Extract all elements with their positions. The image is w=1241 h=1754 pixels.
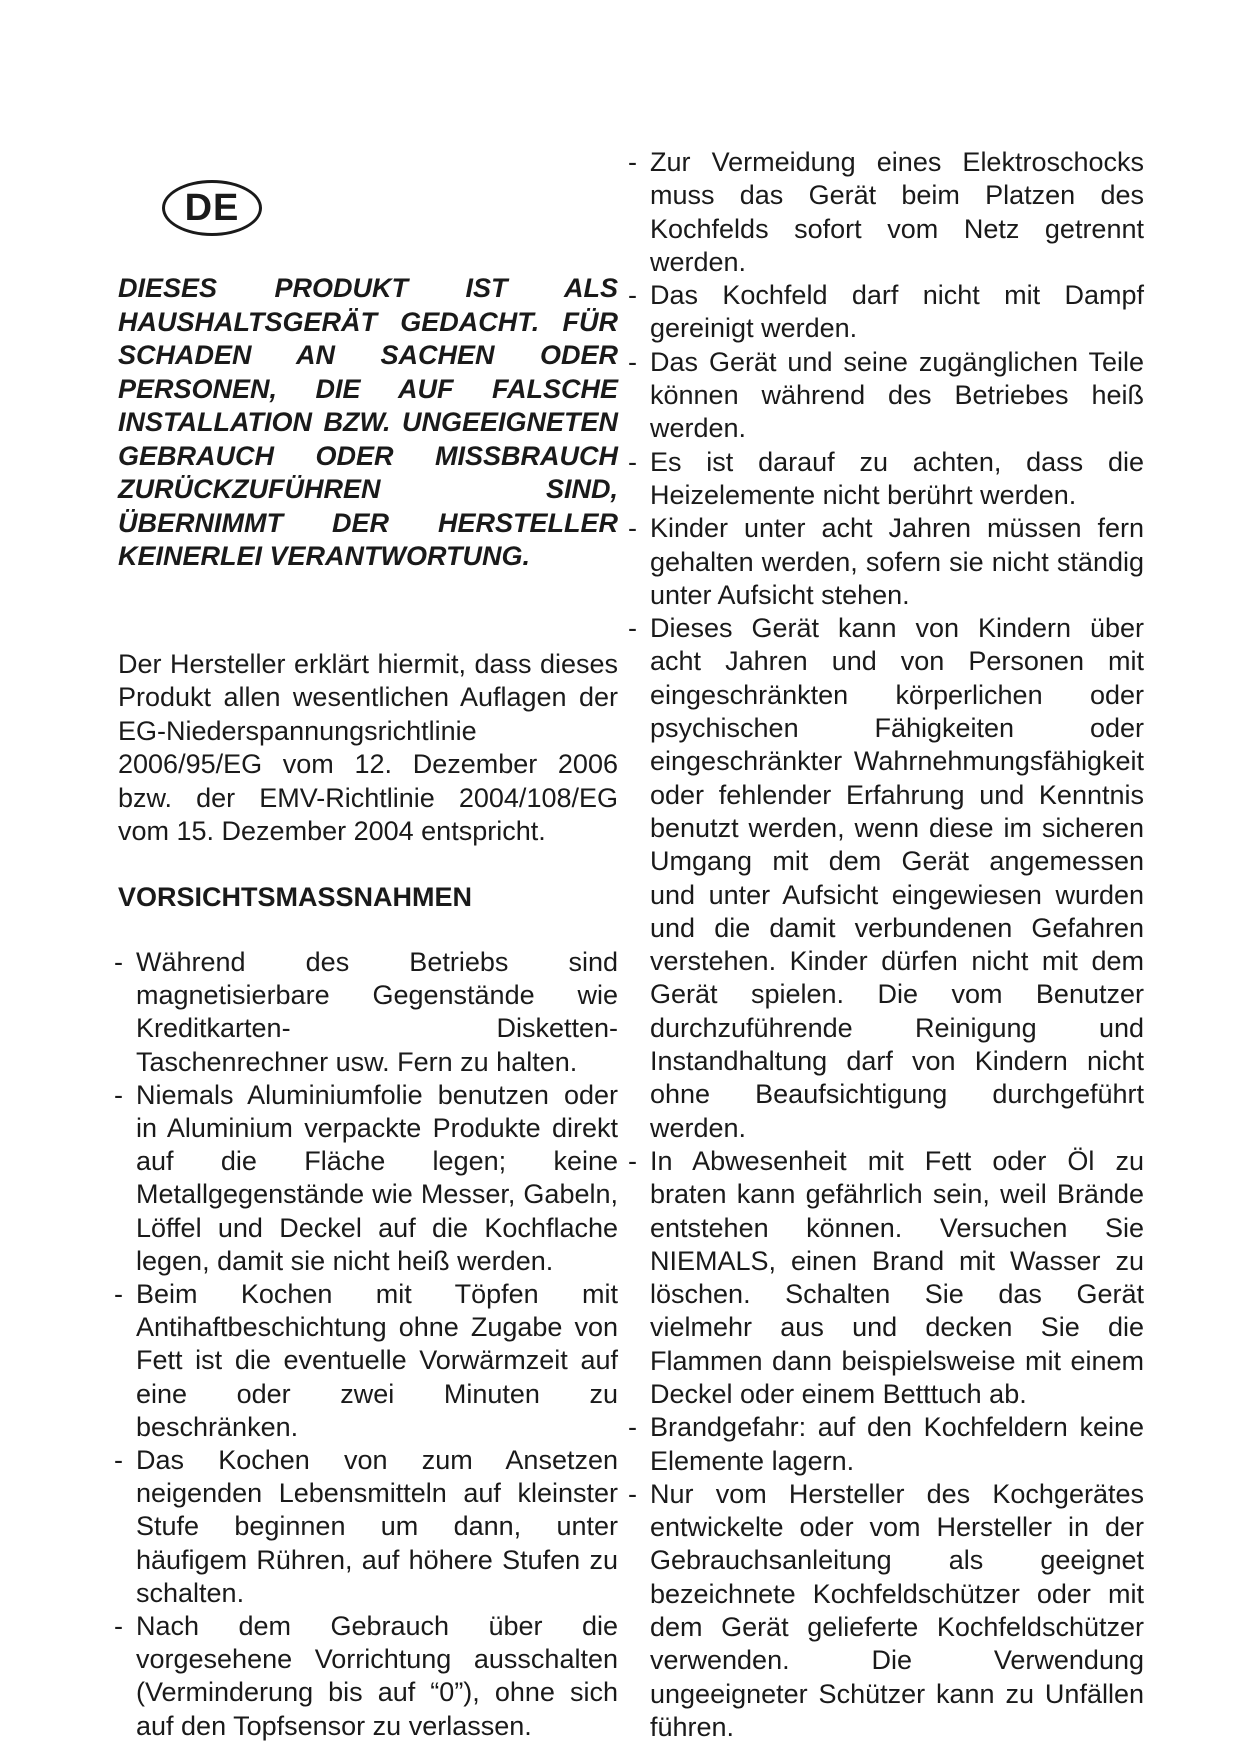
precautions-list-right bbox=[628, 146, 1144, 1744]
list-item: - Brandgefahr: auf den Kochfeldern keine Elemente lagern. bbox=[628, 1412, 1144, 1476]
liability-warning: DIESES PRODUKT IST ALS HAUSHALTSGERÄT GEDACHT. FÜR SCHADEN AN SACHEN ODER PERSONEN, DIE AUF FALSCHE INSTALLATION BZW. UNGEEIGNETEN GEBRAUCH ODER MISSBRAUCH ZURÜCKZUFÜHREN SIND, ÜBERNIMMT DER HERSTELLER KEINERLEI VERANTWORTUNG. bbox=[118, 273, 618, 571]
list-item: - Das Gerät und seine zugänglichen Teile können während des Betriebes heiß werden. bbox=[628, 346, 1144, 444]
list-item: - Das Kochen von zum Ansetzen neigenden Lebensmitteln auf kleinster Stufe beginnen um dann, unter häufigem Rühren, auf höhere Stufen zu schalten. bbox=[114, 1445, 618, 1608]
list-item: - Dieses Gerät kann von Kindern über acht Jahren und von Personen mit eingeschränkten körperlichen oder psychischen Fähigkeiten oder eingeschränkter Wahrnehmungsfähigkeit oder fehlender Erfahrung und Kenntnis benutzt werden, wenn diese im sicheren Umgang mit dem Gerät angemessen und unter Aufsicht eingewiesen wurden und die damit verbundenen Gefahren verstehen. Kinder dürfen nicht mit dem Gerät spielen. Die vom Benutzer durchzuführende Reinigung und Instandhaltung darf von Kindern nicht ohne Beaufsichtigung durchgeführt werden. bbox=[628, 613, 1144, 1143]
list-item: - Beim Kochen mit Töpfen mit Antihaftbeschichtung ohne Zugabe von Fett ist die eventuelle Vorwärmzeit auf eine oder zwei Minuten zu beschränken. bbox=[114, 1279, 618, 1442]
list-item: - Nach dem Gebrauch über die vorgesehene Vorrichtung ausschalten (Verminderung bis auf “0”), ohne sich auf den Topfsensor zu verlassen. bbox=[114, 1611, 618, 1741]
left-column bbox=[114, 272, 618, 1743]
list-item: - Nur vom Hersteller des Kochgerätes entwickelte oder vom Hersteller in der Gebrauchsanleitung als geeignet bezeichnete Kochfeldschützer oder mit dem Gerät gelieferte Kochfeldschützer verwenden. Die Verwendung ungeeigneter Schützer kann zu Unfällen führen. bbox=[628, 1478, 1144, 1742]
list-item: - Kinder unter acht Jahren müssen fern gehalten werden, sofern sie nicht ständig unter Aufsicht stehen. bbox=[628, 513, 1144, 610]
declaration-text: Der Hersteller erklärt hiermit, dass dieses Produkt allen wesentlichen Auflagen der EG-Niederspannungsrichtlinie 2006/95/EG vom 12. Dezember 2006 bzw. der EMV-Richtlinie 2004/108/EG vom 15. Dezember 2004 entspricht. bbox=[118, 648, 618, 846]
list-item: - Niemals Aluminiumfolie benutzen oder in Aluminium verpackte Produkte direkt auf die Fläche legen; keine Metallgegenstände wie Messer, Gabeln, Löffel und Deckel auf die Kochflache legen, damit sie nicht heiß werden. bbox=[114, 1079, 618, 1276]
list-item: - Während des Betriebs sind magnetisierbare Gegenstände wie Kreditkarten- Disketten- Taschenrechner usw. Fern zu halten. bbox=[114, 947, 618, 1077]
section-title: VORSICHTSMASSNAHMEN bbox=[118, 881, 473, 912]
list-item: - Es ist darauf zu achten, dass die Heizelemente nicht berührt werden. bbox=[628, 446, 1144, 510]
language-badge: DE bbox=[162, 180, 262, 236]
list-item: - Zur Vermeidung eines Elektroschocks muss das Gerät beim Platzen des Kochfelds sofort vom Netz getrennt werden. bbox=[628, 147, 1144, 277]
list-item: - Das Kochfeld darf nicht mit Dampf gereinigt werden. bbox=[628, 280, 1144, 344]
list-item: - In Abwesenheit mit Fett oder Öl zu braten kann gefährlich sein, weil Brände entstehen können. Versuchen Sie NIEMALS, einen Brand mit Wasser zu löschen. Schalten Sie das Gerät vielmehr aus und decken Sie die Flammen dann beispielsweise mit einem Deckel oder einem Betttuch ab. bbox=[628, 1145, 1144, 1409]
right-column bbox=[628, 146, 1144, 1744]
precautions-list-left bbox=[114, 946, 618, 1743]
